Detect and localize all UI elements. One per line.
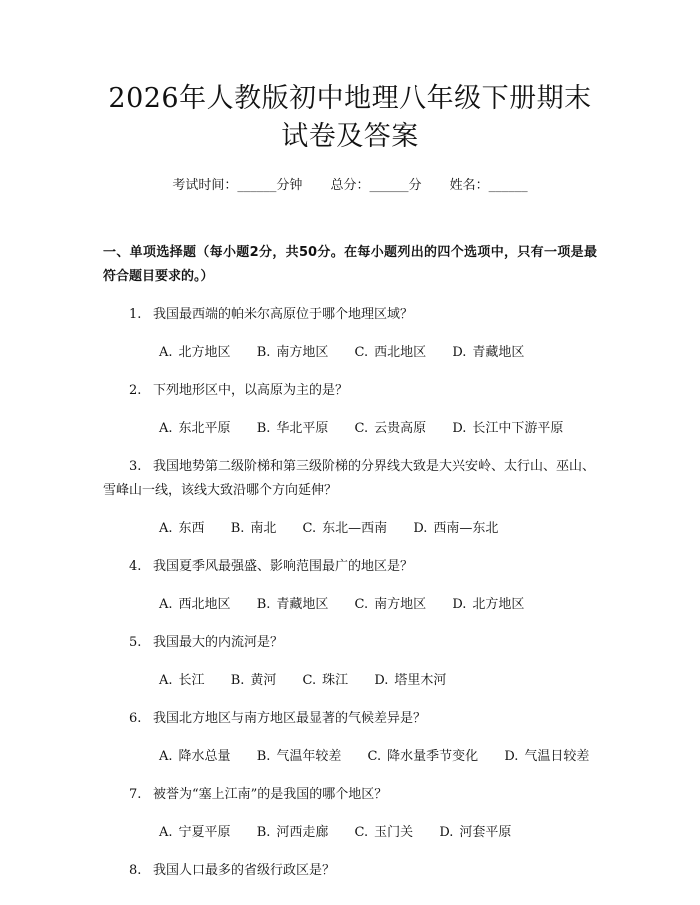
option-c: [368, 749, 479, 764]
option-c: [355, 345, 427, 360]
option-letter: A.: [159, 749, 173, 764]
question-6-options: [103, 745, 597, 769]
question-number: 8.: [129, 863, 142, 878]
option-text: 南方地区: [374, 597, 427, 612]
option-text: 北方地区: [472, 597, 525, 612]
option-text: 云贵高原: [374, 421, 427, 436]
option-b: [257, 597, 329, 612]
option-text: 降水量季节变化: [387, 749, 479, 764]
question-2: [103, 379, 597, 403]
question-6: [103, 707, 597, 731]
option-letter: A.: [159, 521, 173, 536]
option-text: 青藏地区: [472, 345, 525, 360]
option-a: [159, 673, 205, 688]
option-text: 河西走廊: [276, 825, 329, 840]
option-text: 西南—东北: [433, 521, 499, 536]
option-letter: A.: [159, 597, 173, 612]
option-letter: B.: [256, 597, 271, 612]
option-text: 南北: [250, 521, 277, 536]
option-letter: D.: [413, 521, 428, 536]
question-text: 我国夏季风最强盛、影响范围最广的地区是？: [153, 559, 414, 574]
option-text: 东西: [178, 521, 205, 536]
option-text: 降水总量: [178, 749, 231, 764]
option-text: 河套平原: [459, 825, 512, 840]
question-2-options: [103, 417, 597, 441]
option-d: [504, 749, 589, 764]
question-number: 5.: [129, 635, 142, 650]
option-letter: C.: [367, 749, 382, 764]
option-d: [413, 521, 498, 536]
question-text: 我国最西端的帕米尔高原位于哪个地理区域？: [153, 307, 414, 322]
question-text: 我国最大的内流河是？: [153, 635, 284, 650]
option-text: 宁夏平原: [178, 825, 231, 840]
exam-time-field: 考试时间：______分钟: [172, 178, 303, 193]
option-c: [303, 673, 349, 688]
option-text: 华北平原: [276, 421, 329, 436]
option-letter: A.: [159, 421, 173, 436]
question-4: [103, 555, 597, 579]
question-text: 我国人口最多的省级行政区是？: [153, 863, 336, 878]
option-d: [439, 825, 511, 840]
option-a: [159, 825, 231, 840]
question-5-options: [103, 669, 597, 693]
option-letter: A.: [159, 673, 173, 688]
question-number: 4.: [129, 559, 142, 574]
option-d: [452, 345, 524, 360]
option-letter: A.: [159, 825, 173, 840]
question-number: 7.: [129, 787, 142, 802]
question-text: 被誉为“塞上江南”的是我国的哪个地区？: [153, 787, 388, 802]
option-b: [231, 673, 277, 688]
question-1: [103, 303, 597, 327]
option-a: [159, 421, 231, 436]
option-letter: C.: [354, 825, 369, 840]
option-a: [159, 521, 205, 536]
option-b: [257, 825, 329, 840]
option-letter: C.: [302, 521, 317, 536]
option-b: [257, 345, 329, 360]
option-letter: C.: [302, 673, 317, 688]
option-text: 长江中下游平原: [472, 421, 564, 436]
option-text: 塔里木河: [394, 673, 447, 688]
option-letter: B.: [230, 673, 245, 688]
exam-score-field: 总分：______分: [330, 178, 422, 193]
question-3-options: [103, 517, 597, 541]
question-3: [103, 455, 597, 503]
option-letter: D.: [504, 749, 519, 764]
option-letter: B.: [256, 345, 271, 360]
option-letter: D.: [452, 345, 467, 360]
option-letter: D.: [452, 597, 467, 612]
option-d: [452, 421, 563, 436]
option-text: 珠江: [322, 673, 349, 688]
option-text: 长江: [178, 673, 205, 688]
option-letter: C.: [354, 345, 369, 360]
option-text: 东北—西南: [322, 521, 388, 536]
question-number: 2.: [129, 383, 142, 398]
option-letter: B.: [230, 521, 245, 536]
option-a: [159, 597, 231, 612]
option-b: [257, 749, 342, 764]
option-b: [231, 521, 277, 536]
option-letter: B.: [256, 421, 271, 436]
question-number: 6.: [129, 711, 142, 726]
option-letter: C.: [354, 421, 369, 436]
option-c: [303, 521, 388, 536]
option-letter: B.: [256, 825, 271, 840]
option-text: 南方地区: [276, 345, 329, 360]
option-c: [355, 597, 427, 612]
question-1-options: [103, 341, 597, 365]
option-text: 东北平原: [178, 421, 231, 436]
option-c: [355, 825, 414, 840]
option-text: 青藏地区: [276, 597, 329, 612]
option-letter: D.: [452, 421, 467, 436]
option-a: [159, 749, 231, 764]
option-letter: C.: [354, 597, 369, 612]
question-7-options: [103, 821, 597, 845]
option-text: 西北地区: [374, 345, 427, 360]
option-text: 黄河: [250, 673, 277, 688]
exam-name-field: 姓名：______: [449, 178, 528, 193]
option-text: 北方地区: [178, 345, 231, 360]
option-letter: D.: [374, 673, 389, 688]
option-b: [257, 421, 329, 436]
option-text: 气温日较差: [524, 749, 590, 764]
option-d: [374, 673, 446, 688]
question-number: 1.: [129, 307, 142, 322]
option-letter: B.: [256, 749, 271, 764]
question-4-options: [103, 593, 597, 617]
exam-meta: [103, 176, 597, 196]
option-a: [159, 345, 231, 360]
section-heading: 一、单项选择题（每小题2分，共50分。在每小题列出的四个选项中，只有一项是最符合题目要求的。）: [103, 245, 597, 284]
question-7: [103, 783, 597, 807]
option-d: [452, 597, 524, 612]
option-text: 玉门关: [374, 825, 414, 840]
option-text: 气温年较差: [276, 749, 342, 764]
question-text: 我国地势第二级阶梯和第三级阶梯的分界线大致是大兴安岭、太行山、巫山、雪峰山一线，该线大致沿哪个方向延伸？: [103, 459, 596, 498]
question-5: [103, 631, 597, 655]
option-letter: D.: [439, 825, 454, 840]
option-letter: A.: [159, 345, 173, 360]
question-8: [103, 859, 597, 883]
question-text: 我国北方地区与南方地区最显著的气候差异是？: [153, 711, 427, 726]
question-number: 3.: [129, 459, 142, 474]
exam-title: 2026年人教版初中地理八年级下册期末试卷及答案: [108, 83, 592, 152]
question-text: 下列地形区中，以高原为主的是？: [153, 383, 349, 398]
option-c: [355, 421, 427, 436]
option-text: 西北地区: [178, 597, 231, 612]
